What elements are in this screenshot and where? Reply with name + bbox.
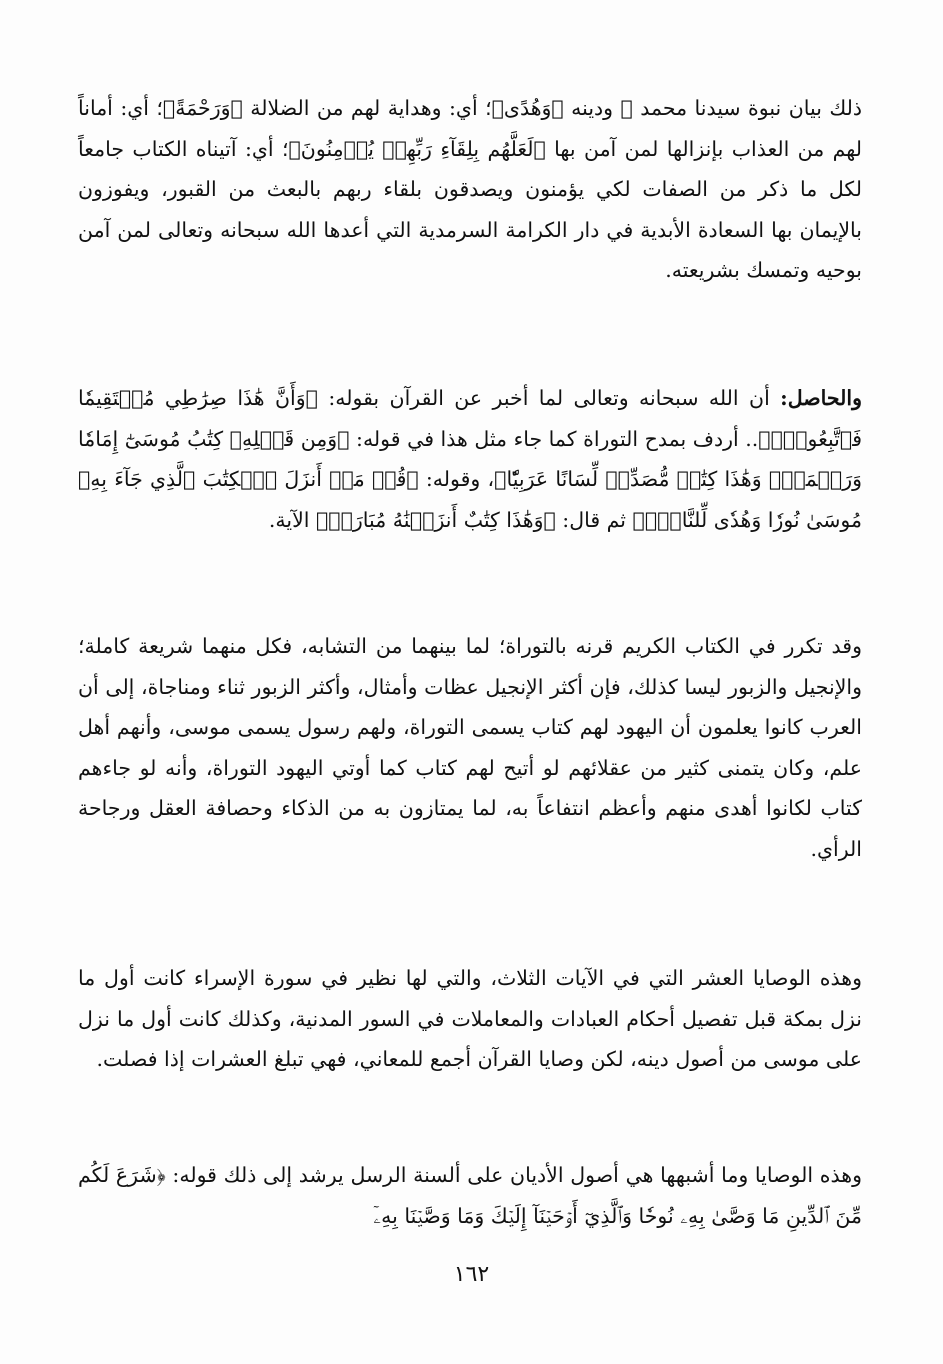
paragraph-4 (78, 958, 862, 1080)
paragraph-4-text: وهذه الوصايا العشر التي في الآيات الثلاث، والتي لها نظير في سورة الإسراء كانت أول ما نزل بمكة قبل تفصيل أحكام العبادات والمعاملات في السور المدنية، وكذلك كانت أول ما نزل على موسى من أصول دينه، لكن وصايا القرآن أجمع للمعاني، فهي تبلغ العشرات إذا فصلت. (78, 966, 862, 1071)
paragraph-2 (78, 378, 862, 540)
paragraph-5-text: وهذه الوصايا وما أشبهها هي أصول الأديان على ألسنة الرسل يرشد إلى ذلك قوله: ﴿شَرَعَ لَكُم مِّنَ ٱلدِّينِ مَا وَصَّىٰ بِهِۦ نُوحٗا وَٱلَّذِيٓ أَوۡحَيۡنَآ إِلَيۡكَ وَمَا وَصَّيۡنَا بِهِۦٓ (78, 1163, 862, 1228)
paragraph-5 (78, 1155, 862, 1236)
paragraph-2-lead: والحاصل: (780, 386, 862, 410)
page-number: ١٦٢ (453, 1262, 490, 1287)
paragraph-3 (78, 626, 862, 869)
paragraph-1-text: ذلك بيان نبوة سيدنا محمد ﷺ ودينه ﴿وَهُدًى﴾؛ أي: وهداية لهم من الضلالة ﴿وَرَحْمَةً﴾؛ أي: أماناً لهم من العذاب بإنزالها لمن آمن بها ﴿لَعَلَّهُم بِلِقَآءِ رَبِّهِمۡ يُؤۡمِنُونَ﴾؛ أي: آتيناه الكتاب جامعاً لكل ما ذكر من الصفات لكي يؤمنون ويصدقون بلقاء ربهم بالبعث من القبور، ويفوزون بالإيمان بها السعادة الأبدية في دار الكرامة السرمدية التي أعدها الله سبحانه وتعالى لمن آمن بوحيه وتمسك بشريعته. (78, 96, 862, 282)
paragraph-1 (78, 88, 862, 291)
paragraph-3-text: وقد تكرر في الكتاب الكريم قرنه بالتوراة؛ لما بينهما من التشابه، فكل منهما شريعة كاملة؛ والإنجيل والزبور ليسا كذلك، فإن أكثر الإنجيل عظات وأمثال، وأكثر الزبور ثناء ومناجاة، إلى أن العرب كانوا يعلمون أن اليهود لهم كتاب يسمى التوراة، ولهم رسول يسمى موسى، وأنهم أهل علم، وكان يتمنى كثير من عقلائهم لو أتيح لهم كتاب كما أوتي اليهود التوراة، وأنه لو جاءهم كتاب لكانوا أهدى منهم وأعظم انتفاعاً به، لما يمتازون به من الذكاء وحصافة العقل ورجاحة الرأي. (78, 634, 862, 861)
paragraph-2-text: أن الله سبحانه وتعالى لما أخبر عن القرآن بقوله: ﴿وَأَنَّ هَٰذَا صِرَٰطِي مُسۡتَقِيمٗا فَٱتَّبِعُوهُۖ﴾.. أردف بمدح التوراة كما جاء مثل هذا في قوله: ﴿وَمِن قَبۡلِهِۦ كِتَٰبُ مُوسَىٰٓ إِمَامٗا وَرَحۡمَةٗۚ وَهَٰذَا كِتَٰبٞ مُّصَدِّقٞ لِّسَانًا عَرَبِيّٗا﴾، وقوله: ﴿قُلۡ مَنۡ أَنزَلَ ٱلۡكِتَٰبَ ٱلَّذِي جَآءَ بِهِۦ مُوسَىٰ نُورٗا وَهُدٗى لِّلنَّاسِۖ﴾ ثم قال: ﴿وَهَٰذَا كِتَٰبٌ أَنزَلۡنَٰهُ مُبَارَكٞ﴾ الآية. (78, 386, 862, 532)
